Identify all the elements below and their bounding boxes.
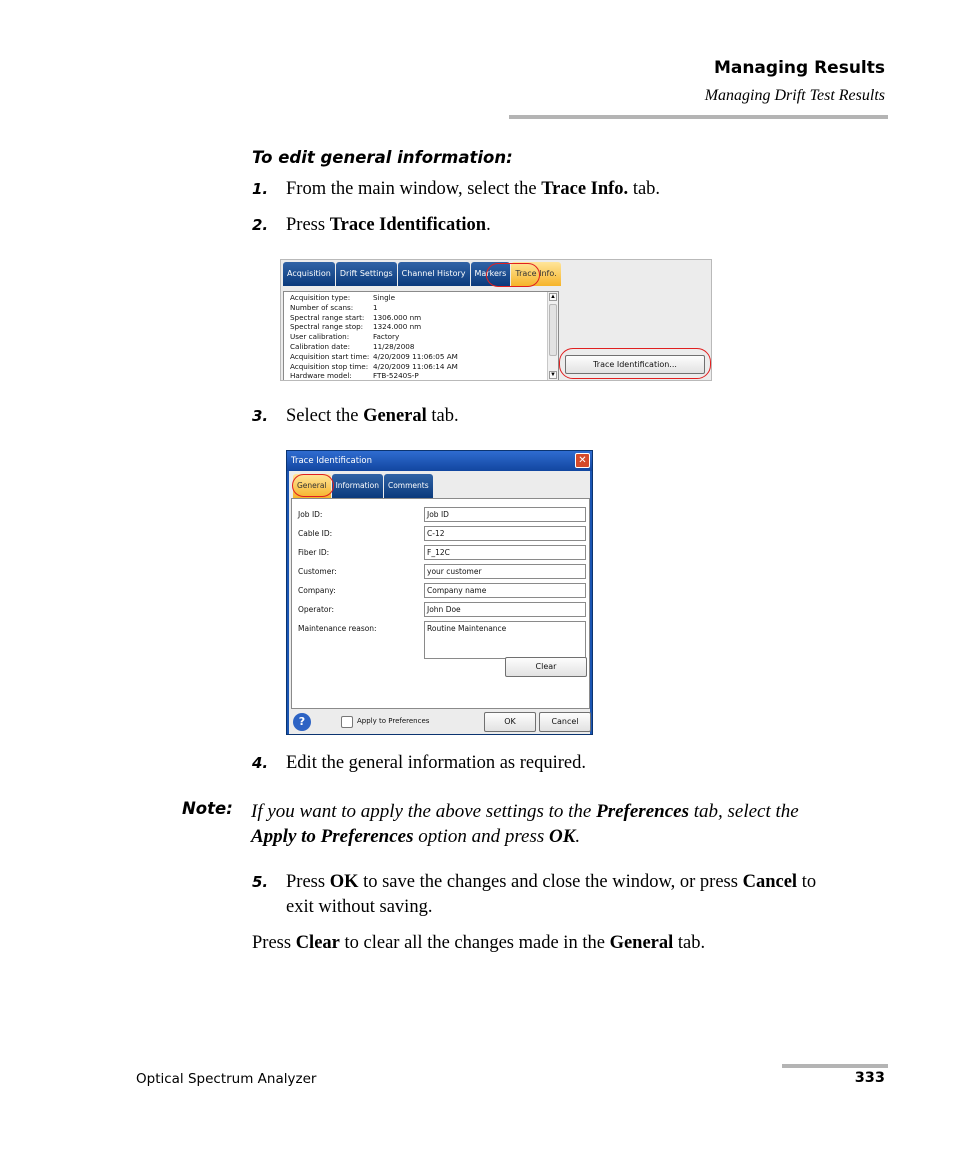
info-value: Factory: [373, 332, 400, 342]
trace-info-screenshot: [280, 259, 712, 381]
info-label: Spectral range start:: [290, 312, 365, 322]
scroll-down-icon[interactable]: ▼: [550, 372, 556, 378]
step-5-text: [286, 870, 886, 920]
para-text: Press: [252, 933, 296, 953]
para-text: to clear all the changes made in the: [339, 933, 610, 953]
info-label: Acquisition start time:: [290, 351, 370, 361]
step-bold: Cancel: [742, 872, 798, 892]
header-rule: [509, 115, 888, 119]
para-bold: General: [609, 933, 674, 953]
note-bold: OK: [548, 826, 576, 847]
running-header-title: Managing Results: [713, 58, 885, 78]
field-label: Customer:: [298, 567, 337, 576]
field-label: Fiber ID:: [298, 548, 330, 557]
info-value: 4/20/2009 11:06:05 AM: [373, 351, 458, 361]
clear-button[interactable]: Clear: [505, 657, 587, 677]
step-text: Press: [286, 872, 330, 892]
step-text: Select the: [286, 406, 364, 426]
cancel-button[interactable]: Cancel: [539, 712, 591, 732]
step-text: to: [797, 872, 817, 892]
field-input[interactable]: C-12: [424, 526, 586, 541]
scroll-thumb[interactable]: [549, 304, 557, 356]
clear-paragraph: [252, 931, 705, 956]
note-fragment: tab, select the: [688, 801, 799, 822]
info-value: 1324.000 nm: [373, 322, 422, 332]
step-1: [252, 177, 268, 202]
tab-drift-settings[interactable]: Drift Settings: [336, 262, 397, 286]
step-4-text: Edit the general information as required.: [286, 753, 587, 773]
note-fragment: If you want to apply the above settings to the: [251, 801, 597, 822]
field-input[interactable]: Job ID: [424, 507, 586, 522]
note-label: Note:: [182, 799, 233, 818]
step-text: exit without saving.: [286, 897, 433, 917]
step-text: From the main window, select the: [286, 179, 542, 199]
info-value: 1306.000 nm: [373, 312, 422, 322]
ok-button[interactable]: OK: [484, 712, 536, 732]
running-header-subtitle: Managing Drift Test Results: [704, 87, 885, 104]
info-label: Acquisition stop time:: [290, 361, 369, 371]
step-bold: OK: [329, 872, 359, 892]
step-bold: General: [363, 406, 427, 426]
para-bold: Clear: [295, 933, 340, 953]
info-value: FTB-5240S-P: [373, 371, 419, 381]
page-number: 333: [854, 1070, 885, 1086]
step-number: 5.: [252, 873, 269, 891]
info-label: Spectral range stop:: [290, 322, 364, 332]
note-text: [251, 799, 881, 849]
help-icon[interactable]: ?: [293, 713, 311, 731]
highlight-ring: [292, 474, 334, 497]
dialog-footer: [289, 710, 590, 734]
field-label: Cable ID:: [298, 529, 333, 538]
general-panel: [291, 498, 590, 709]
step-text: tab.: [426, 406, 459, 426]
field-label: Operator:: [298, 605, 334, 614]
step-text: Press: [286, 215, 330, 235]
info-label: Number of scans:: [290, 302, 354, 312]
dialog-title: Trace Identification: [287, 451, 592, 471]
info-value: 11/28/2008: [373, 342, 415, 351]
step-3-text: [286, 404, 459, 429]
trace-identification-dialog: [286, 450, 593, 735]
tab-channel-history[interactable]: Channel History: [398, 262, 470, 286]
step-text: tab.: [628, 179, 661, 199]
field-label: Job ID:: [298, 510, 323, 519]
tab-general[interactable]: General: [293, 474, 331, 498]
info-label: Calibration date:: [290, 342, 351, 351]
tab-markers[interactable]: Markers: [471, 262, 511, 286]
field-input[interactable]: John Doe: [424, 602, 586, 617]
footer-rule: [782, 1064, 888, 1068]
para-text: tab.: [673, 933, 706, 953]
step-3: [252, 404, 268, 429]
step-4: [252, 751, 268, 776]
step-2-text: [286, 213, 491, 238]
field-input[interactable]: F_12C: [424, 545, 586, 560]
apply-to-preferences-checkbox[interactable]: [341, 716, 353, 728]
info-value: Single: [373, 293, 396, 302]
note-fragment: option and press: [413, 826, 549, 847]
close-icon[interactable]: ✕: [575, 453, 590, 468]
step-bold: Trace Info.: [541, 179, 629, 199]
tab-acquisition[interactable]: Acquisition: [283, 262, 335, 286]
tab-trace-info[interactable]: Trace Info.: [511, 262, 560, 286]
step-text: .: [486, 215, 491, 235]
info-value: 1: [373, 302, 378, 312]
highlight-ring: [559, 348, 711, 379]
trace-identification-button[interactable]: Trace Identification...: [565, 355, 705, 374]
info-label: Hardware model:: [290, 371, 352, 381]
note-bold: Preferences: [596, 801, 689, 822]
field-input[interactable]: your customer: [424, 564, 586, 579]
step-number: 3.: [252, 407, 269, 425]
tab-information[interactable]: Information: [332, 474, 383, 498]
step-bold: Trace Identification: [329, 215, 487, 235]
note-bold: Apply to Preferences: [251, 826, 414, 847]
note-fragment: .: [575, 826, 581, 847]
field-input[interactable]: Routine Maintenance: [424, 621, 586, 659]
step-1-text: [286, 177, 660, 202]
tab-comments[interactable]: Comments: [384, 474, 433, 498]
step-number: 2.: [252, 216, 269, 234]
highlight-ring: [486, 263, 540, 287]
step-number: 1.: [252, 180, 269, 198]
step-2: [252, 213, 268, 238]
info-label: Acquisition type:: [290, 293, 351, 302]
info-label: User calibration:: [290, 332, 350, 342]
step-text: to save the changes and close the window, or press: [358, 872, 743, 892]
trace-info-list: [283, 291, 559, 381]
step-5: [252, 870, 268, 895]
procedure-title: To edit general information:: [252, 148, 513, 167]
dialog-body: [289, 471, 590, 734]
info-scrollbar[interactable]: [547, 292, 558, 380]
info-value: 4/20/2009 11:06:14 AM: [373, 361, 458, 371]
apply-to-preferences-label: Apply to Preferences: [357, 717, 430, 725]
scroll-up-icon[interactable]: ▲: [550, 294, 556, 300]
step-number: 4.: [252, 754, 269, 772]
footer-product: Optical Spectrum Analyzer: [136, 1071, 317, 1087]
field-input[interactable]: Company name: [424, 583, 586, 598]
field-label: Company:: [298, 586, 336, 595]
field-label: Maintenance reason:: [298, 624, 377, 633]
